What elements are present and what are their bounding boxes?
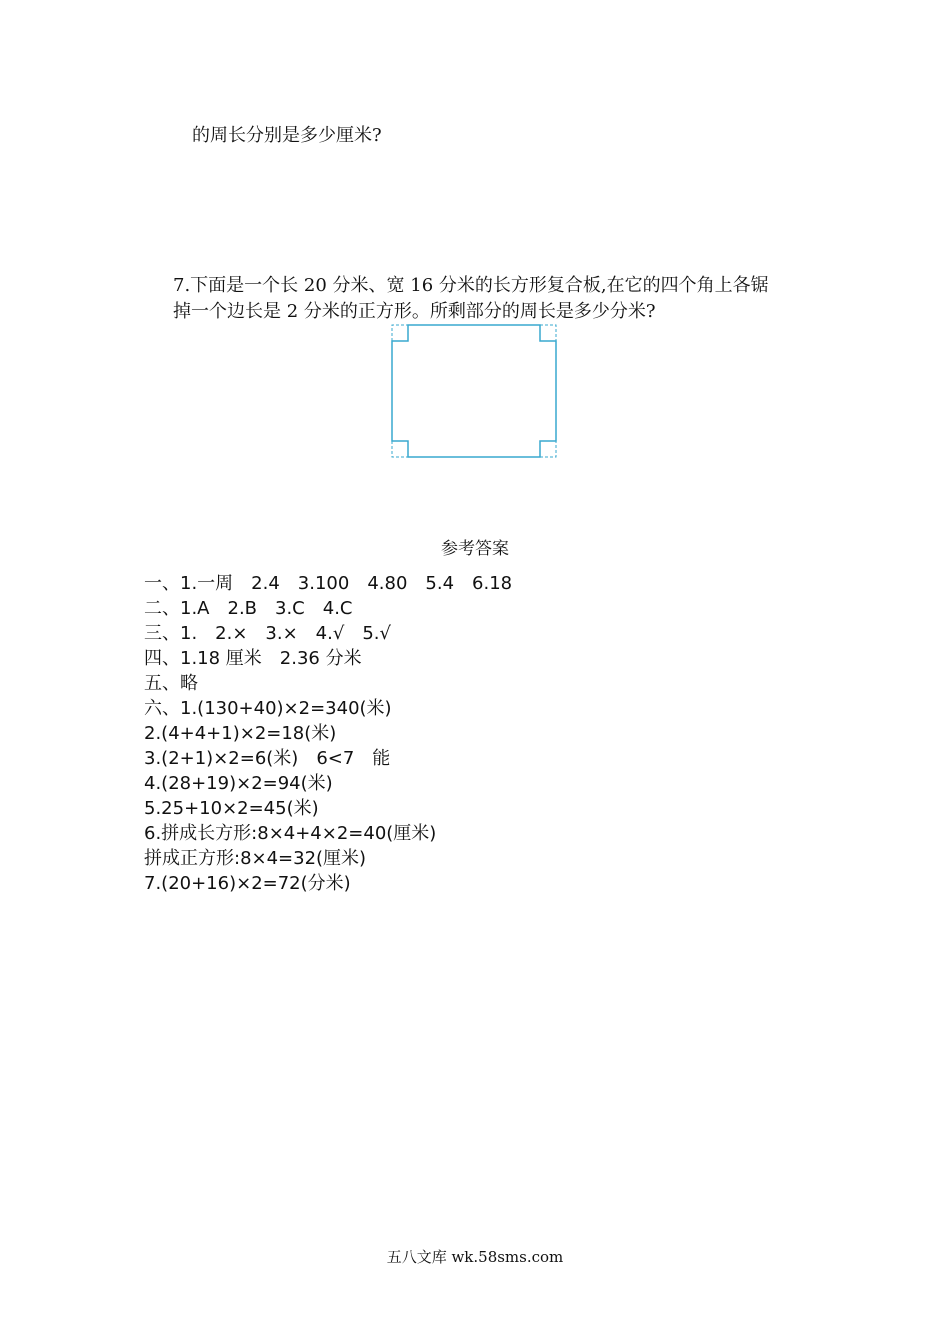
cut-corner-rectangle-diagram-icon <box>389 322 561 460</box>
answer-line: 二、1.A 2.B 3.C 4.C <box>144 598 353 619</box>
answer-line: 5.25+10×2=45(米) <box>144 798 319 819</box>
answer-line: 4.(28+19)×2=94(米) <box>144 773 333 794</box>
answer-line: 三、1. 2.× 3.× 4.√ 5.√ <box>144 623 391 644</box>
footer-watermark: 五八文库 wk.58sms.com <box>386 1248 564 1266</box>
answer-line: 一、1.一周 2.4 3.100 4.80 5.4 6.18 <box>144 573 513 594</box>
answer-key-heading: 参考答案 <box>441 539 509 559</box>
answer-line: 拼成正方形:8×4=32(厘米) <box>144 848 367 869</box>
question-7-line-2: 掉一个边长是 2 分米的正方形。所剩部分的周长是多少分米? <box>173 301 656 322</box>
answer-line: 四、1.18 厘米 2.36 分米 <box>144 648 362 669</box>
board-outline <box>392 325 556 457</box>
answer-line: 6.拼成长方形:8×4+4×2=40(厘米) <box>144 823 437 844</box>
question-6-continuation: 的周长分别是多少厘米? <box>192 125 382 146</box>
question-7-line-1: 7.下面是一个长 20 分米、宽 16 分米的长方形复合板,在它的四个角上各锯 <box>173 275 769 296</box>
answer-line: 五、略 <box>144 673 198 694</box>
answer-line: 2.(4+4+1)×2=18(米) <box>144 723 337 744</box>
answer-line: 7.(20+16)×2=72(分米) <box>144 873 351 894</box>
answer-line: 3.(2+1)×2=6(米) 6<7 能 <box>144 748 391 769</box>
answer-line: 六、1.(130+40)×2=340(米) <box>144 698 392 719</box>
removed-corner-squares <box>392 325 556 457</box>
